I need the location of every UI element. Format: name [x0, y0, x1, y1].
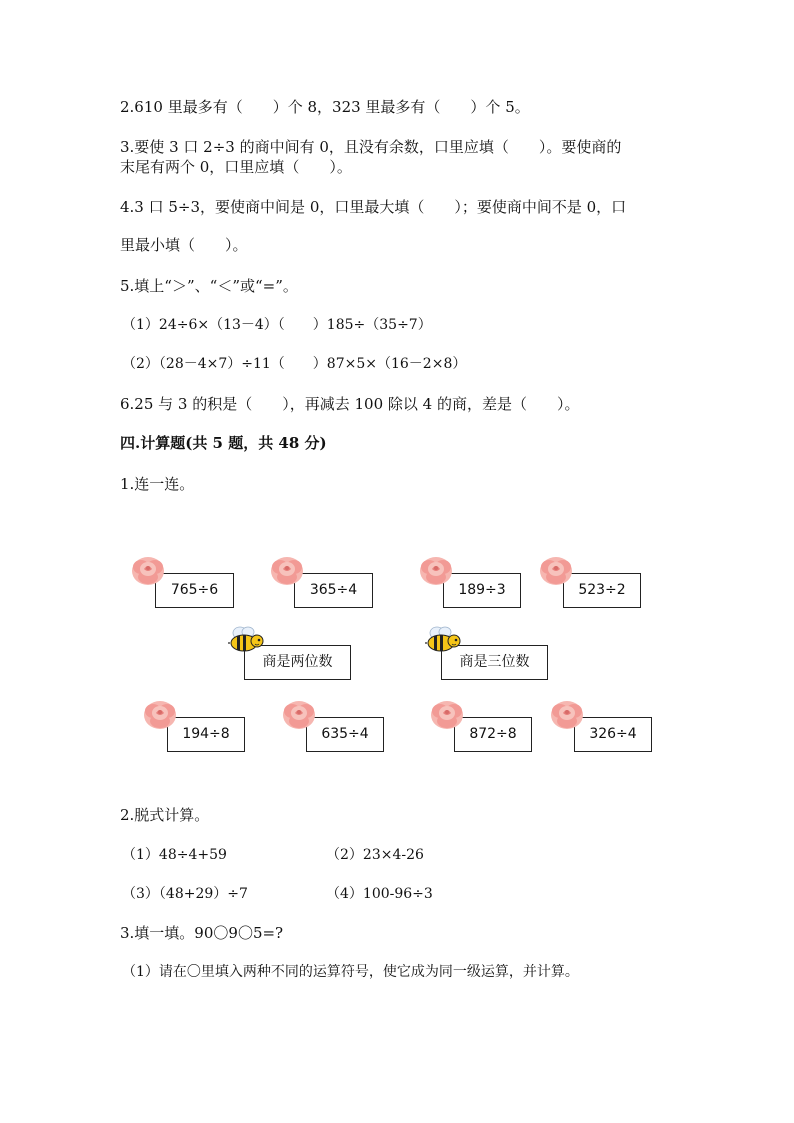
- match-top-3[interactable]: 189÷3: [443, 573, 521, 608]
- calc-2-item-3: （3）（48+29）÷7: [122, 886, 248, 902]
- calc-2-title: 2.脱式计算。: [120, 806, 210, 824]
- match-bottom-4[interactable]: 326÷4: [574, 717, 652, 752]
- match-target-two-digit[interactable]: 商是两位数: [244, 645, 351, 680]
- question-3-line2: 末尾有两个 0，口里应填（ ）。: [120, 158, 352, 176]
- calc-2-item-4: （4）100-96÷3: [326, 886, 433, 902]
- calc-2-item-1: （1）48÷4+59: [122, 847, 227, 863]
- question-3-line1: 3.要使 3 口 2÷3 的商中间有 0，且没有余数，口里应填（ ）。要使商的: [120, 138, 622, 156]
- match-top-2[interactable]: 365÷4: [294, 573, 373, 608]
- match-bottom-2[interactable]: 635÷4: [306, 717, 384, 752]
- match-target-three-digit[interactable]: 商是三位数: [441, 645, 548, 680]
- match-bottom-1[interactable]: 194÷8: [167, 717, 245, 752]
- bee-icon: [228, 625, 264, 653]
- question-5-item-1: （1）24÷6×（13－4）（ ）185÷（35÷7）: [122, 317, 432, 333]
- rose-icon: [418, 553, 454, 587]
- calc-2-item-2: （2）23×4-26: [326, 847, 424, 863]
- question-4-line2: 里最小填（ ）。: [120, 236, 248, 254]
- question-5-item-2: （2）（28－4×7）÷11（ ）87×5×（16－2×8）: [122, 356, 467, 372]
- match-top-4[interactable]: 523÷2: [563, 573, 641, 608]
- bee-icon: [425, 625, 461, 653]
- rose-icon: [130, 553, 166, 587]
- rose-icon: [281, 697, 317, 731]
- rose-icon: [429, 697, 465, 731]
- question-6: 6.25 与 3 的积是（ ），再减去 100 除以 4 的商，差是（ ）。: [120, 395, 580, 413]
- rose-icon: [269, 553, 305, 587]
- question-2: 2.610 里最多有（ ）个 8，323 里最多有（ ）个 5。: [120, 98, 530, 116]
- section-heading: 四.计算题(共 5 题，共 48 分): [120, 434, 327, 452]
- calc-3-item-1: （1）请在〇里填入两种不同的运算符号，使它成为同一级运算，并计算。: [122, 964, 579, 980]
- calc-3-title: 3.填一填。90〇9〇5=?: [120, 924, 284, 942]
- match-top-1[interactable]: 765÷6: [155, 573, 234, 608]
- question-5: 5.填上“＞”、“＜”或“=”。: [120, 277, 298, 295]
- question-4-line1: 4.3 口 5÷3，要使商中间是 0，口里最大填（ ）；要使商中间不是 0，口: [120, 198, 627, 216]
- rose-icon: [549, 697, 585, 731]
- rose-icon: [142, 697, 178, 731]
- calc-1-title: 1.连一连。: [120, 475, 195, 493]
- match-bottom-3[interactable]: 872÷8: [454, 717, 532, 752]
- rose-icon: [538, 553, 574, 587]
